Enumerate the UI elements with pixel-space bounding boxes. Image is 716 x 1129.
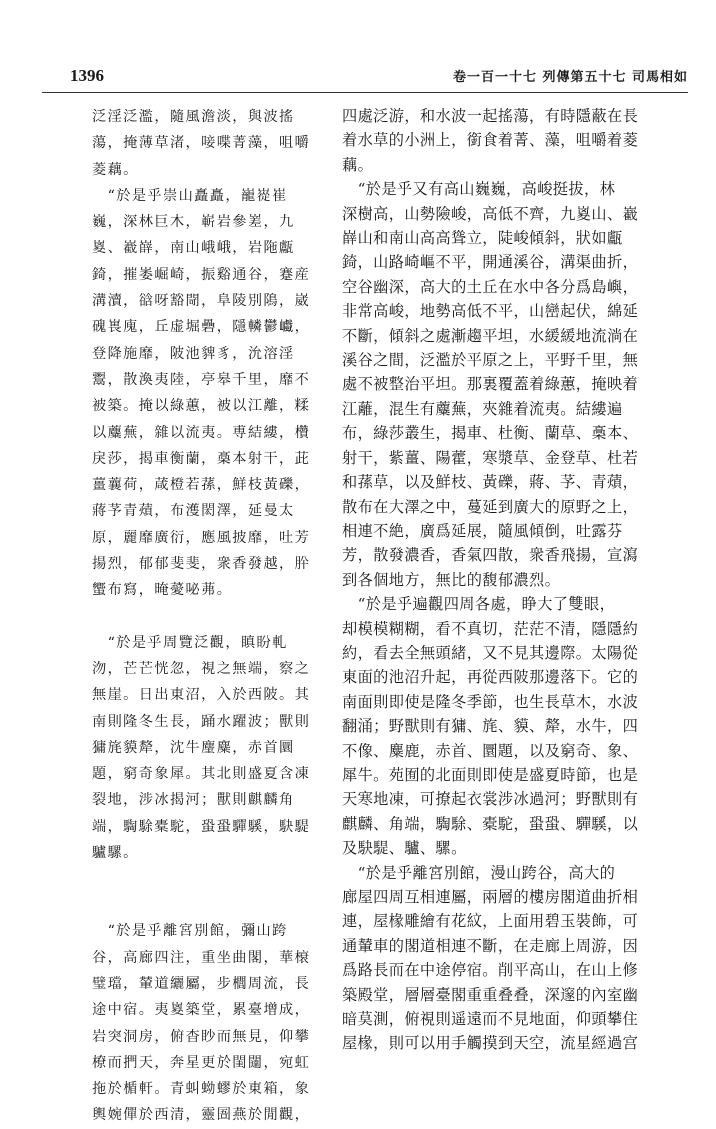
classical-text-column (92, 104, 332, 1129)
classical-paragraph: “於是乎離宮別館，彌山跨 谷，高廊四注，重坐曲閣，華榱 璧璫，輦道纚屬，步櫚周流，長 途中宿。夷嵏築堂，累臺增成， 岩突洞房，俯杳眇而無見，仰攀 橑而捫天，奔星更於閨闥，宛虹 拖於楯軒。青虯蚴蟉於東箱，象 輿婉僤於西清，靈圄燕於閒觀， (92, 923, 311, 1124)
translation-paragraph: “於是乎又有高山巍巍，高峻挺拔，林 深樹高，山勢險峻，高低不齊，九嵏山、嶻 嶭山和南山高高聳立，陡峻傾斜，狀如甗 錡，山路崎嶇不平，開通溪谷，溝渠曲折， 空谷幽深，高大的土丘在水中各分爲島嶼， 非常高峻，地勢高低不平，山巒起伏，綿延 不斷，傾斜之處漸趨平坦，水緩緩地流淌在 溪谷之間，泛濫於平原之上，平野千里，無 處不被整治平坦。那裏覆蓋着綠蕙，掩映着 江蘺，混生有蘪蕪，夾雜着流夷。結縷遍 布，綠莎叢生，揭車、杜衡、蘭草、槀本、 射干，紫薑、陽藿，寒漿草、金登草、杜若 和蓀草，以及鮮枝、黃礫，蔣、芧、青薠， 散布在大澤之中，蔓延到廣大的原野之上， 相連不絶，廣爲延展，隨風傾倒，吐露芬 芳，散發濃香，香氣四散，衆香飛揚，宣瀉 到各個地方，無比的馥郁濃烈。 (342, 180, 639, 589)
paragraph-gap (92, 604, 332, 630)
running-head: 卷一百一十七 列傳第五十七 司馬相如 (452, 70, 688, 85)
page-header (42, 66, 688, 88)
page-number: 1396 (70, 66, 104, 85)
translation-paragraph: 四處泛游，和水波一起搖蕩，有時隱蔽在長 着水草的小洲上，銜食着菁、藻，咀嚼着菱 藕。 (342, 107, 639, 174)
header-rule (42, 92, 688, 93)
classical-paragraph: “於是乎崇山矗矗，巃嵸崔 巍，深林巨木，嶄岩參嵳，九 嵏、嶻嶭，南山峨峨，岩陁甗 錡，摧崣崛崎，振谿通谷，蹇産 溝瀆，谽呀豁閜，阜陵別隝，崴 磈嵔廆，丘虚堀礨，隱轔鬱𡾟， 登降施靡，陂池貏豸，沇溶淫 鬻，散渙夷陸，亭皋千里，靡不 被築。掩以綠蕙，被以江離，糅 以蘪蕪，雜以流夷。尃結縷，欑 戾莎，揭車衡蘭，槀本射干，茈 薑蘘荷，葴橙若蓀，鮮枝黃礫， 蔣芧青薠，布濩閎澤，延曼太 原，麗靡廣衍，應風披靡，吐芳 揚烈，郁郁斐斐，衆香發越，肸 蠁布寫，晻薆咇茀。 (92, 187, 311, 599)
classical-paragraph: 泛淫泛濫，隨風澹淡，與波搖 蕩，掩薄草渚，唼喋菁藻，咀嚼 菱藕。 (92, 109, 311, 178)
paragraph-gap (92, 866, 332, 918)
translation-paragraph: “於是乎遍觀四周各處，睁大了雙眼， 却模模糊糊，看不真切，茫茫不清，隱隱約 約，看去全無頭緒，又不見其邊際。太陽從 東面的池沼升起，再從西陂那邊落下。它的 南面則即使是隆冬季節，也生長草木，水波 翻涌；野獸則有㺎、旄、貘、犛，水牛，四 不像、麋鹿，赤首、圜題，以及窮奇、象、 犀牛。苑囿的北面則即使是盛夏時節，也是 天寒地凍，可撩起衣裳涉冰過河；野獸則有 麒麟、角端，騊駼、橐駝，蛩蛩、驒騱，以 及駃騠、驢、騾。 (342, 595, 639, 858)
classical-paragraph: “於是乎周覽泛觀，瞋盼軋 沕，芒芒恍忽，視之無端，察之 無崖。日出東沼，入於西陂。其 南則隆冬生長，踊水躍波；獸則 㺎旄貘犛，沈牛麈麋，赤首圜 題，窮奇象犀。其北則盛夏含凍 裂地，涉冰揭河；獸則麒麟角 端，騊駼橐駝，蛩蛩驒騱，駃騠 驢騾。 (92, 634, 311, 862)
translation-paragraph: “於是乎離宮別館，漫山跨谷，高大的 廊屋四周互相連屬，兩層的樓房閣道曲折相 連，屋椽雕繪有花紋，上面用碧玉裝飾，可 通輦車的閣道相連不斷，在走廊上周游，因 爲路長而在中途停宿。削平高山，在山上修 築殿堂，層層臺閣重重叠叠，深邃的內室幽 暗莫測，俯視則遥遠而不見地面，仰頭攀住 屋椽，則可以用手觸摸到天空，流星經過宫 (342, 863, 639, 1053)
translation-text-column (342, 104, 642, 1056)
